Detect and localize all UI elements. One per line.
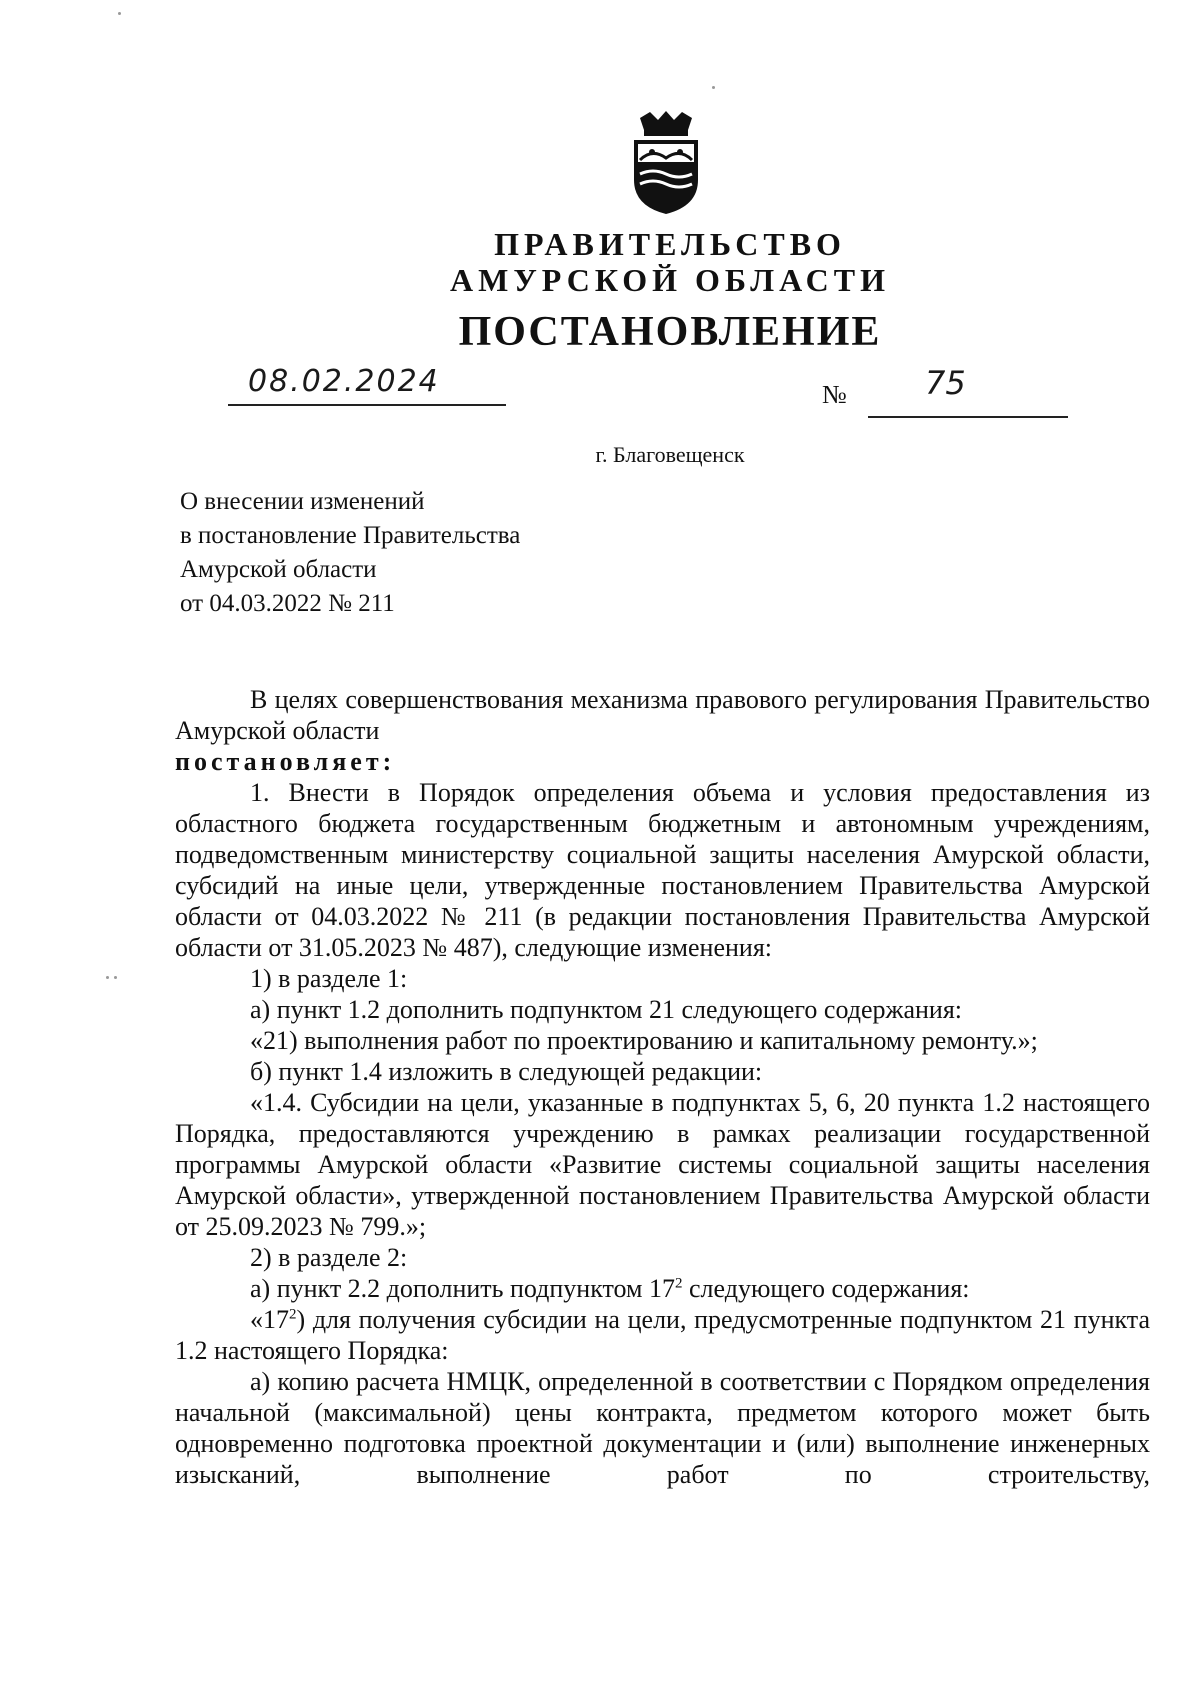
section-2-point-a-text-sup: 2	[289, 1306, 297, 1323]
subject-line: в постановление Правительства	[180, 522, 521, 549]
section-1-point-b-text: «1.4. Субсидии на цели, указанные в подпунктах 5, 6, 20 пункта 1.2 настоящего Порядка, предоставляются учреждению в рамках реализации государственной программы Амурской области «Развитие системы социальной защиты населения Амурской области», утвержденной постановлением Правительства Амурской области от 25.09.2023 № 799.»;	[175, 1088, 1150, 1241]
section-1-point-a-text: «21) выполнения работ по проектированию и капитальному ремонту.»;	[250, 1026, 1038, 1055]
city-name: г. Благовещенск	[595, 442, 745, 467]
subject-line: О внесении изменений	[180, 488, 425, 515]
section-2-point-a	[175, 1273, 1150, 1304]
scan-speck	[106, 976, 109, 979]
section-2-point-a-post: следующего содержания:	[682, 1274, 970, 1303]
subject-line: Амурской области	[180, 556, 377, 583]
document-type-title: ПОСТАНОВЛЕНИЕ	[458, 309, 882, 355]
handwritten-date: 08.02.2024	[248, 364, 440, 399]
number-sign: №	[822, 380, 847, 409]
subject-line: от 04.03.2022 № 211	[180, 590, 395, 617]
resolves-word: постановляет:	[175, 747, 396, 776]
number-underline	[868, 416, 1068, 418]
authority-name-line2: АМУРСКОЙ ОБЛАСТИ	[450, 262, 890, 298]
section-1-point-a: а) пункт 1.2 дополнить подпунктом 21 следующего содержания:	[250, 995, 963, 1024]
section-1-point-b: б) пункт 1.4 изложить в следующей редакции:	[250, 1057, 763, 1086]
authority-name-line1: ПРАВИТЕЛЬСТВО	[494, 226, 846, 262]
section-1-heading: 1) в разделе 1:	[250, 964, 408, 993]
amur-region-coat-of-arms-icon	[626, 110, 706, 216]
preamble-paragraph: В целях совершенствования механизма правового регулирования Правительство Амурской области	[175, 685, 1150, 745]
subject-block	[180, 485, 520, 621]
handwritten-number: 75	[925, 364, 966, 402]
scan-speck	[114, 976, 117, 979]
date-underline	[228, 404, 506, 406]
document-body	[175, 684, 1150, 1490]
item-1-paragraph: 1. Внести в Порядок определения объема и условия предоставления из областного бюджета государственным бюджетным и автономным учреждениям, подведомственным министерству социальной защиты населения Амурской области, субсидий на иные цели, утвержденные постановлением Правительства Амурской области от 04.03.2022 № 211 (в редакции постановления Правительства Амурской области от 31.05.2023 № 487), следующие изменения:	[175, 778, 1150, 962]
scan-speck	[118, 12, 121, 15]
section-2-point-a-pre: а) пункт 2.2 дополнить подпунктом 17	[250, 1274, 675, 1303]
section-2-point-a-sup: 2	[675, 1275, 683, 1292]
section-2-heading: 2) в разделе 2:	[250, 1243, 408, 1272]
section-2-point-a-text-post: ) для получения субсидии на цели, предусмотренные подпунктом 21 пункта 1.2 настоящего Порядка:	[175, 1305, 1150, 1365]
section-2-point-a-text-pre: «17	[250, 1305, 289, 1334]
section-2-point-a-text	[175, 1304, 1150, 1366]
scan-speck	[712, 86, 715, 89]
section-2-subpoint-a: а) копию расчета НМЦК, определенной в соответствии с Порядком определения начальной (максимальной) цены контракта, предметом которого может быть одновременно подготовка проектной документации и (или) выполнение инженерных изысканий, выполнение работ по строительству,	[175, 1367, 1150, 1489]
